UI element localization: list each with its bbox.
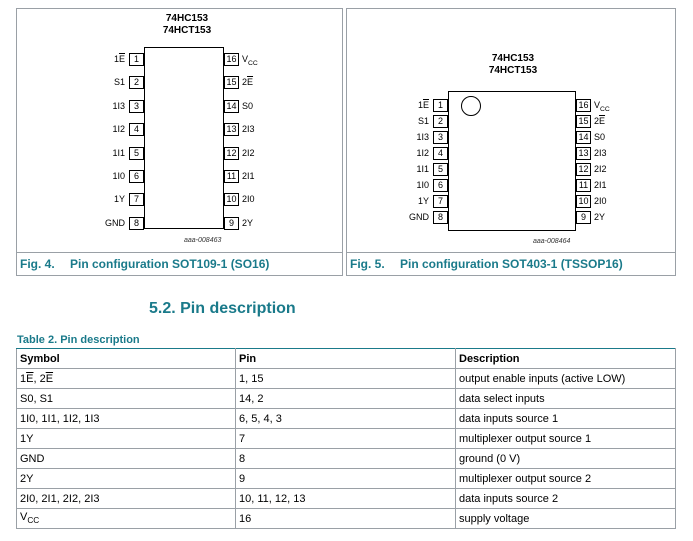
pin-5-label: 1I1 xyxy=(416,164,429,174)
pin-12-label: 2I2 xyxy=(242,147,255,158)
table-row xyxy=(17,469,676,489)
pin-2: 2 xyxy=(129,76,144,89)
pin-1-label: $1\overline{E}$ xyxy=(113,54,125,64)
cell-description: data inputs source 1 xyxy=(456,409,676,429)
fig4-chip-body xyxy=(144,47,224,229)
fig4-caption-text: Pin configuration SOT109-1 (SO16) xyxy=(70,257,270,271)
pin-12-label: 2I2 xyxy=(594,164,607,174)
figure-5 xyxy=(346,8,676,276)
cell-description: data select inputs xyxy=(456,389,676,409)
table-row xyxy=(17,449,676,469)
pin-5-label: 1I1 xyxy=(112,147,125,158)
pin-13: 13 xyxy=(576,147,591,160)
fig4-ref: aaa-008463 xyxy=(184,237,222,244)
pin-11: 11 xyxy=(576,179,591,192)
pin-8: 8 xyxy=(433,211,448,224)
cell-pin: 14, 2 xyxy=(236,389,456,409)
cell-pin: 7 xyxy=(236,429,456,449)
pin-16: 16 xyxy=(576,99,591,112)
pin1-marker-circle xyxy=(461,96,481,116)
table-row xyxy=(17,489,676,509)
cell-description: ground (0 V) xyxy=(456,449,676,469)
pin-5: 5 xyxy=(433,163,448,176)
header-pin: Pin xyxy=(236,349,456,369)
cell-pin: 8 xyxy=(236,449,456,469)
cell-symbol: $1\overline{E}$, $2\overline{E}$ xyxy=(17,369,236,389)
pin-6-label: 1I0 xyxy=(416,180,429,190)
pin-9-label: 2Y xyxy=(242,217,254,228)
pin-16-label: $V_{CC}$ xyxy=(594,100,610,113)
table-row xyxy=(17,409,676,429)
pin-7: 7 xyxy=(129,193,144,206)
fig4-title-line1: 74HC153 xyxy=(165,13,209,24)
pin-8-label: GND xyxy=(105,217,125,228)
fig5-caption xyxy=(347,252,675,275)
header-description: Description xyxy=(456,349,676,369)
cell-pin: 6, 5, 4, 3 xyxy=(236,409,456,429)
table-row xyxy=(17,429,676,449)
pin-15: 15 xyxy=(224,76,239,89)
pin-4: 4 xyxy=(129,123,144,136)
cell-pin: 9 xyxy=(236,469,456,489)
table-row xyxy=(17,389,676,409)
cell-description: supply voltage xyxy=(456,509,676,529)
pin-3: 3 xyxy=(433,131,448,144)
pin-14-label: S0 xyxy=(242,100,254,111)
pin-10: 10 xyxy=(224,193,239,206)
cell-description: multiplexer output source 2 xyxy=(456,469,676,489)
fig4-caption xyxy=(17,252,342,275)
cell-description: multiplexer output source 1 xyxy=(456,429,676,449)
pin-9: 9 xyxy=(224,217,239,230)
header-symbol: Symbol xyxy=(17,349,236,369)
pin-7-label: 1Y xyxy=(417,196,429,206)
cell-symbol: 2I0, 2I1, 2I2, 2I3 xyxy=(17,489,236,509)
fig5-caption-text: Pin configuration SOT403-1 (TSSOP16) xyxy=(400,257,623,271)
pin-10-label: 2I0 xyxy=(242,194,255,205)
pin-15-label: $2\overline{E}$ xyxy=(242,77,254,88)
table-header-row xyxy=(17,349,676,369)
fig5-title-line1: 74HC153 xyxy=(491,53,535,64)
pin-14: 14 xyxy=(224,100,239,113)
cell-description: data inputs source 2 xyxy=(456,489,676,509)
pin-15-label: $2\overline{E}$ xyxy=(594,116,606,126)
pin-6: 6 xyxy=(433,179,448,192)
pin-10-label: 2I0 xyxy=(594,196,607,206)
pin-13-label: 2I3 xyxy=(594,148,607,158)
cell-pin: 16 xyxy=(236,509,456,529)
fig4-title-line2: 74HCT153 xyxy=(162,25,212,36)
pin-15: 15 xyxy=(576,115,591,128)
pin-14-label: S0 xyxy=(594,132,606,142)
pin-9: 9 xyxy=(576,211,591,224)
pin-description-table xyxy=(16,348,676,529)
fig5-title xyxy=(473,53,553,77)
pin-3-label: 1I3 xyxy=(112,100,125,111)
cell-pin: 1, 15 xyxy=(236,369,456,389)
pin-2: 2 xyxy=(433,115,448,128)
pin-2-label: S1 xyxy=(417,116,429,126)
cell-description: output enable inputs (active LOW) xyxy=(456,369,676,389)
fig5-caption-num: Fig. 5. xyxy=(350,257,385,271)
pin-11-label: 2I1 xyxy=(594,180,607,190)
table-row xyxy=(17,509,676,529)
pin-3-label: 1I3 xyxy=(416,132,429,142)
pin-9-label: 2Y xyxy=(594,212,606,222)
cell-symbol: 1Y xyxy=(17,429,236,449)
pin-11: 11 xyxy=(224,170,239,183)
pin-5: 5 xyxy=(129,147,144,160)
cell-symbol: 1I0, 1I1, 1I2, 1I3 xyxy=(17,409,236,429)
table-title: Table 2. Pin description xyxy=(17,334,140,346)
pin-1: 1 xyxy=(433,99,448,112)
pin-1: 1 xyxy=(129,53,144,66)
pin-6: 6 xyxy=(129,170,144,183)
pin-6-label: 1I0 xyxy=(112,171,125,181)
table-row xyxy=(17,369,676,389)
pin-4: 4 xyxy=(433,147,448,160)
cell-symbol: GND xyxy=(17,449,236,469)
pin-1-label: $1\overline{E}$ xyxy=(417,100,429,110)
figure-4 xyxy=(16,8,343,276)
pin-16: 16 xyxy=(224,53,239,66)
pin-7: 7 xyxy=(433,195,448,208)
cell-pin: 10, 11, 12, 13 xyxy=(236,489,456,509)
pin-3: 3 xyxy=(129,100,144,113)
pin-7-label: 1Y xyxy=(113,194,125,205)
fig5-ref: aaa-008464 xyxy=(533,238,571,245)
pin-10: 10 xyxy=(576,195,591,208)
pin-4-label: 1I2 xyxy=(112,124,125,135)
pin-12: 12 xyxy=(576,163,591,176)
cell-symbol: S0, S1 xyxy=(17,389,236,409)
cell-symbol: 2Y xyxy=(17,469,236,489)
cell-symbol: $V_{CC}$ xyxy=(17,509,236,529)
pin-13: 13 xyxy=(224,123,239,136)
pin-16-label: $V_{CC}$ xyxy=(242,54,258,67)
fig5-title-line2: 74HCT153 xyxy=(488,65,538,76)
table-body xyxy=(17,369,676,529)
pin-12: 12 xyxy=(224,147,239,160)
pin-2-label: S1 xyxy=(113,77,125,88)
pin-4-label: 1I2 xyxy=(416,148,429,158)
pin-11-label: 2I1 xyxy=(242,171,255,181)
pin-13-label: 2I3 xyxy=(242,124,255,135)
fig4-title xyxy=(147,13,227,37)
pin-8-label: GND xyxy=(409,212,429,222)
pin-14: 14 xyxy=(576,131,591,144)
section-heading: 5.2. Pin description xyxy=(149,300,296,317)
pin-8: 8 xyxy=(129,217,144,230)
fig4-caption-num: Fig. 4. xyxy=(20,257,55,271)
